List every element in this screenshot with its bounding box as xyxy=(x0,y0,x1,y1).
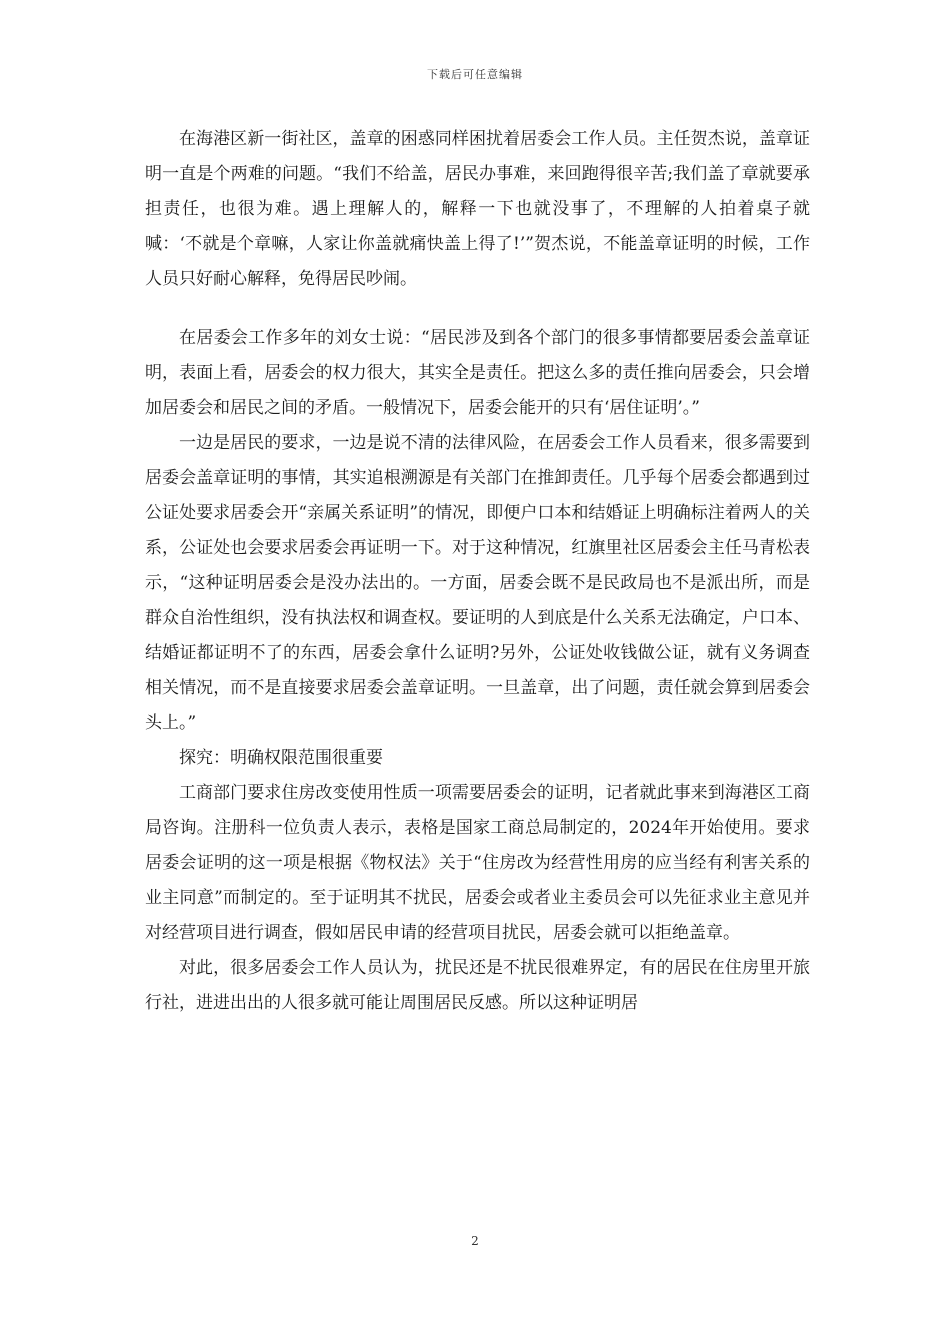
paragraph: 在居委会工作多年的刘女士说：“居民涉及到各个部门的很多事情都要居委会盖章证明，表面上看，居委会的权力很大，其实全是责任。把这么多的责任推向居委会，只会增加居委会和居民之间的矛盾。一般情况下，居委会能开的只有‘居住证明’。” xyxy=(145,328,810,418)
paragraph: 工商部门要求住房改变使用性质一项需要居委会的证明，记者就此事来到海港区工商局咨询。注册科一位负责人表示，表格是国家工商总局制定的，2024年开始使用。要求居委会证明的这一项是根据《物权法》关于“住房改为经营性用房的应当经有利害关系的业主同意”而制定的。至于证明其不扰民，居委会或者业主委员会可以先征求业主意见并对经营项目进行调查，假如居民申请的经营项目扰民，居委会就可以拒绝盖章。 xyxy=(145,783,810,943)
paragraph: 一边是居民的要求，一边是说不清的法律风险，在居委会工作人员看来，很多需要到居委会盖章证明的事情，其实追根溯源是有关部门在推卸责任。几乎每个居委会都遇到过公证处要求居委会开“亲属关系证明”的情况，即便户口本和结婚证上明确标注着两人的关系，公证处也会要求居委会再证明一下。对于这种情况，红旗里社区居委会主任马青松表示，“这种证明居委会是没办法出的。一方面，居委会既不是民政局也不是派出所，而是群众自治性组织，没有执法权和调查权。要证明的人到底是什么关系无法确定，户口本、结婚证都证明不了的东西，居委会拿什么证明?另外，公证处收钱做公证，就有义务调查相关情况，而不是直接要求居委会盖章证明。一旦盖章，出了问题，责任就会算到居委会头上。” xyxy=(145,433,810,733)
page-number: 2 xyxy=(471,1234,479,1248)
paragraph-gap xyxy=(145,297,810,321)
paragraph: 对此，很多居委会工作人员认为，扰民还是不扰民很难界定，有的居民在住房里开旅行社，进进出出的人很多就可能让周围居民反感。所以这种证明居 xyxy=(145,958,810,1013)
paragraph: 在海港区新一街社区，盖章的困惑同样困扰着居委会工作人员。主任贺杰说，盖章证明一直是个两难的问题。“我们不给盖，居民办事难，来回跑得很辛苦;我们盖了章就要承担责任，也很为难。遇上理解人的，解释一下也就没事了，不理解的人拍着桌子就喊：‘不就是个章嘛，人家让你盖就痛快盖上得了!’”贺杰说，不能盖章证明的时候，工作人员只好耐心解释，免得居民吵闹。 xyxy=(145,129,810,289)
document-body xyxy=(145,122,810,1021)
page-header: 下载后可任意编辑 xyxy=(427,68,523,81)
section-heading: 探究：明确权限范围很重要 xyxy=(179,748,383,768)
